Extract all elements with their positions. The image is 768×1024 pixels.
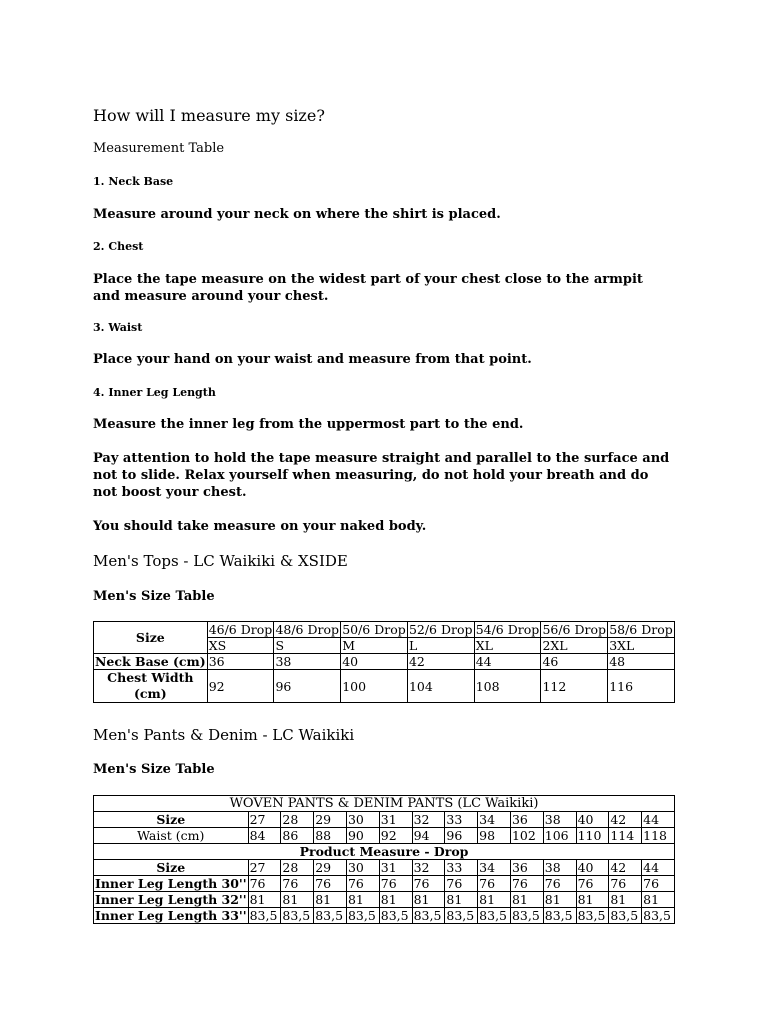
- size-cell: 30: [346, 860, 379, 876]
- value-cell: 81: [478, 892, 511, 908]
- value-cell: 102: [510, 828, 543, 844]
- measurement-table-heading: Measurement Table: [93, 141, 225, 156]
- size-cell: 36: [510, 860, 543, 876]
- value-cell: 96: [445, 828, 478, 844]
- value-cell: 116: [608, 670, 675, 703]
- size-cell: 31: [379, 860, 412, 876]
- size-cell: XL: [474, 638, 541, 654]
- table-row: [94, 876, 675, 892]
- size-cell: 27: [248, 812, 281, 828]
- size-cell: 40: [576, 860, 609, 876]
- value-cell: 76: [478, 876, 511, 892]
- value-cell: 76: [412, 876, 445, 892]
- mens-pants-size-table: [93, 795, 675, 924]
- value-cell: 83,5: [346, 908, 379, 924]
- value-cell: 76: [543, 876, 576, 892]
- size-cell: 27: [248, 860, 281, 876]
- value-cell: 112: [541, 670, 608, 703]
- product-measure-header: Product Measure - Drop: [94, 844, 675, 860]
- drop-cell: 48/6 Drop: [275, 622, 340, 637]
- value-cell: 108: [474, 670, 541, 703]
- size-cell: 33: [445, 860, 478, 876]
- size-cell: 2XL: [541, 638, 608, 654]
- value-cell: 81: [346, 892, 379, 908]
- size-cell: 32: [412, 812, 445, 828]
- row-label-chest-width: Chest Width (cm): [94, 670, 208, 703]
- size-header-2: Size: [94, 860, 249, 876]
- drop-cell: 46/6 Drop: [208, 622, 273, 637]
- drop-cell: 52/6 Drop: [408, 622, 473, 637]
- page-title: How will I measure my size?: [93, 106, 325, 125]
- size-header: Size: [94, 812, 249, 828]
- pants-size-table-subtitle: Men's Size Table: [93, 762, 215, 777]
- value-cell: 83,5: [445, 908, 478, 924]
- table-row: [94, 812, 675, 828]
- item-text-inner-leg: Measure the inner leg from the uppermost part to the end.: [93, 417, 524, 432]
- size-cell: 44: [642, 812, 675, 828]
- value-cell: 48: [608, 654, 675, 670]
- value-cell: 44: [474, 654, 541, 670]
- mens-tops-size-table: [93, 621, 675, 703]
- table-row: [94, 908, 675, 924]
- pants-section-title: Men's Pants & Denim - LC Waikiki: [93, 726, 355, 744]
- size-cell: 38: [543, 860, 576, 876]
- value-cell: 76: [576, 876, 609, 892]
- table-row: [94, 622, 675, 638]
- measuring-note: Pay attention to hold the tape measure straight and parallel to the surface and not to slide. Relax yourself when measuring, do not hold your breath and do not boost your chest.: [93, 451, 670, 500]
- value-cell: 83,5: [314, 908, 347, 924]
- table-row: [94, 670, 675, 703]
- table-row: [94, 844, 675, 860]
- tops-size-table-subtitle: Men's Size Table: [93, 589, 215, 604]
- value-cell: 83,5: [478, 908, 511, 924]
- size-cell: 29: [314, 812, 347, 828]
- value-cell: 76: [445, 876, 478, 892]
- size-cell: L: [407, 638, 474, 654]
- value-cell: 104: [407, 670, 474, 703]
- value-cell: 76: [609, 876, 642, 892]
- value-cell: 118: [642, 828, 675, 844]
- item-heading-waist: 3. Waist: [93, 321, 143, 334]
- size-cell: 34: [478, 812, 511, 828]
- waist-label: Waist (cm): [94, 828, 249, 844]
- value-cell: 83,5: [248, 908, 281, 924]
- row-label-inner-leg-32: Inner Leg Length 32'': [95, 892, 247, 907]
- value-cell: 92: [207, 670, 274, 703]
- value-cell: 81: [576, 892, 609, 908]
- value-cell: 84: [248, 828, 281, 844]
- value-cell: 81: [281, 892, 314, 908]
- value-cell: 46: [541, 654, 608, 670]
- item-heading-inner-leg: 4. Inner Leg Length: [93, 386, 216, 399]
- value-cell: 90: [346, 828, 379, 844]
- value-cell: 86: [281, 828, 314, 844]
- value-cell: 76: [346, 876, 379, 892]
- value-cell: 83,5: [609, 908, 642, 924]
- drop-cell: 56/6 Drop: [542, 622, 607, 637]
- size-cell: 31: [379, 812, 412, 828]
- size-cell: XS: [207, 638, 274, 654]
- value-cell: 76: [248, 876, 281, 892]
- drop-cell: 50/6 Drop: [342, 622, 406, 637]
- size-cell: 34: [478, 860, 511, 876]
- size-cell: 28: [281, 812, 314, 828]
- row-label-neck-base: Neck Base (cm): [95, 654, 206, 669]
- size-cell: 42: [609, 812, 642, 828]
- item-heading-chest: 2. Chest: [93, 240, 144, 253]
- value-cell: 114: [609, 828, 642, 844]
- value-cell: 81: [543, 892, 576, 908]
- value-cell: 76: [379, 876, 412, 892]
- value-cell: 106: [543, 828, 576, 844]
- value-cell: 42: [407, 654, 474, 670]
- value-cell: 83,5: [281, 908, 314, 924]
- size-cell: 42: [609, 860, 642, 876]
- size-cell: 30: [346, 812, 379, 828]
- value-cell: 88: [314, 828, 347, 844]
- naked-body-note: You should take measure on your naked body.: [93, 519, 427, 534]
- value-cell: 83,5: [412, 908, 445, 924]
- value-cell: 92: [379, 828, 412, 844]
- table-row: [94, 828, 675, 844]
- tops-section-title: Men's Tops - LC Waikiki & XSIDE: [93, 552, 348, 570]
- value-cell: 83,5: [510, 908, 543, 924]
- value-cell: 83,5: [576, 908, 609, 924]
- value-cell: 38: [274, 654, 341, 670]
- size-cell: 33: [445, 812, 478, 828]
- item-text-waist: Place your hand on your waist and measure from that point.: [93, 352, 532, 367]
- table-row: [94, 654, 675, 670]
- size-cell: 36: [510, 812, 543, 828]
- drop-cell: 54/6 Drop: [475, 622, 540, 637]
- size-cell: S: [274, 638, 341, 654]
- value-cell: 83,5: [379, 908, 412, 924]
- size-cell: 29: [314, 860, 347, 876]
- value-cell: 100: [341, 670, 408, 703]
- value-cell: 83,5: [543, 908, 576, 924]
- value-cell: 96: [274, 670, 341, 703]
- value-cell: 81: [642, 892, 675, 908]
- value-cell: 76: [510, 876, 543, 892]
- value-cell: 36: [207, 654, 274, 670]
- value-cell: 76: [642, 876, 675, 892]
- table-row: [94, 860, 675, 876]
- item-heading-neck: 1. Neck Base: [93, 175, 174, 188]
- value-cell: 81: [445, 892, 478, 908]
- row-label-inner-leg-30: Inner Leg Length 30'': [95, 876, 247, 891]
- size-cell: 38: [543, 812, 576, 828]
- value-cell: 98: [478, 828, 511, 844]
- value-cell: 81: [314, 892, 347, 908]
- size-header: Size: [94, 622, 208, 654]
- value-cell: 81: [248, 892, 281, 908]
- pants-table-title: WOVEN PANTS & DENIM PANTS (LC Waikiki): [94, 796, 675, 812]
- size-cell: 28: [281, 860, 314, 876]
- size-cell: M: [341, 638, 408, 654]
- value-cell: 81: [609, 892, 642, 908]
- item-text-chest: Place the tape measure on the widest part of your chest close to the armpit and measure around your chest.: [93, 272, 643, 304]
- value-cell: 76: [314, 876, 347, 892]
- value-cell: 83,5: [642, 908, 675, 924]
- size-cell: 40: [576, 812, 609, 828]
- value-cell: 81: [510, 892, 543, 908]
- value-cell: 110: [576, 828, 609, 844]
- value-cell: 81: [379, 892, 412, 908]
- item-text-neck: Measure around your neck on where the shirt is placed.: [93, 207, 501, 222]
- drop-cell: 58/6 Drop: [609, 622, 673, 637]
- row-label-inner-leg-33: Inner Leg Length 33'': [95, 908, 247, 923]
- table-row: [94, 796, 675, 812]
- value-cell: 94: [412, 828, 445, 844]
- value-cell: 40: [341, 654, 408, 670]
- size-cell: 32: [412, 860, 445, 876]
- size-cell: 44: [642, 860, 675, 876]
- value-cell: 81: [412, 892, 445, 908]
- size-cell: 3XL: [608, 638, 675, 654]
- value-cell: 76: [281, 876, 314, 892]
- table-row: [94, 892, 675, 908]
